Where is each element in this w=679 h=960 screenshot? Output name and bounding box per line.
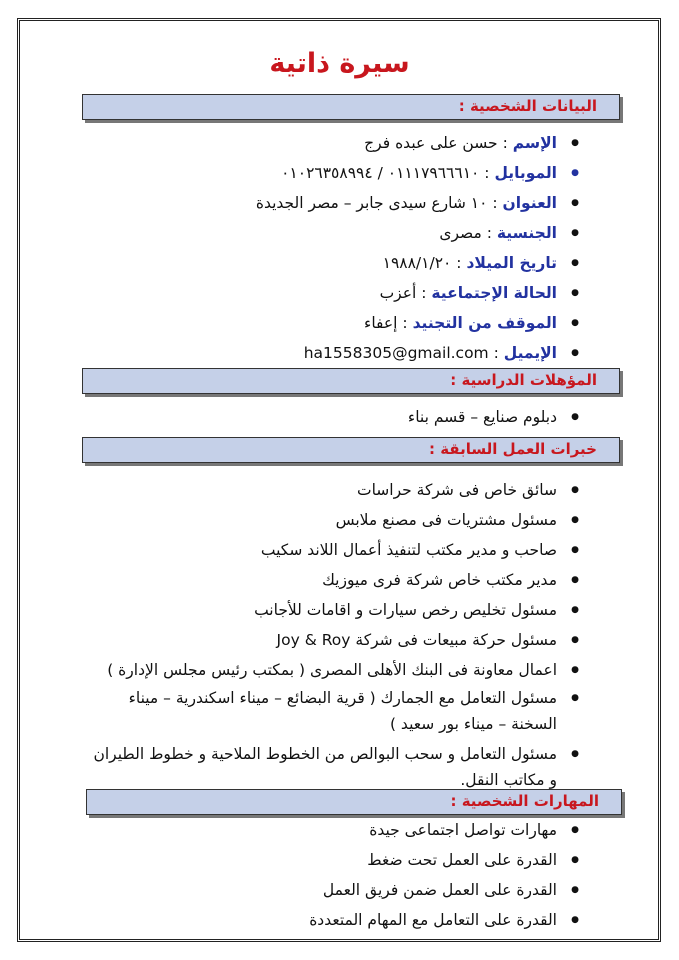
list-item: ● القدرة على العمل ضمن فريق العمل bbox=[309, 875, 579, 905]
experience-list bbox=[93, 475, 579, 793]
personal-info-list bbox=[256, 128, 579, 368]
list-item: ● الإسم : حسن على عبده فرج bbox=[256, 128, 579, 158]
section-heading-education: المؤهلات الدراسية : bbox=[82, 368, 620, 394]
list-item: ● الجنسية : مصرى bbox=[256, 218, 579, 248]
education-list bbox=[408, 402, 579, 432]
list-item: ● سائق خاص فى شركة حراسات bbox=[93, 475, 579, 505]
email-value: ha1558305@gmail.com bbox=[303, 344, 489, 362]
section-heading-skills: المهارات الشخصية : bbox=[86, 789, 622, 815]
list-item: ● القدرة على التعامل مع المهام المتعددة bbox=[309, 905, 579, 935]
skills-list bbox=[309, 815, 579, 935]
section-heading-experience: خبرات العمل السابقة : bbox=[82, 437, 620, 463]
list-item: ● اعمال معاونة فى البنك الأهلى المصرى ( بمكتب رئيس مجلس الإدارة ) bbox=[93, 655, 579, 685]
list-item: ● مسئول التعامل مع الجمارك ( قرية البضائع – ميناء اسكندرية – ميناء السخنة – ميناء بور سعيد ) bbox=[93, 685, 579, 737]
section-heading-personal: البيانات الشخصية : bbox=[82, 94, 620, 120]
list-item: ● مسئول تخليص رخص سيارات و اقامات للأجانب bbox=[93, 595, 579, 625]
list-item: ● العنوان : ١٠ شارع سيدى جابر – مصر الجديدة bbox=[256, 188, 579, 218]
list-item: ● مسئول حركة مبيعات فى شركة Joy & Roy bbox=[93, 625, 579, 655]
list-item: ● دبلوم صنايع – قسم بناء bbox=[408, 402, 579, 432]
page-title: سيرة ذاتية bbox=[269, 48, 410, 79]
list-item: ● مدير مكتب خاص شركة فرى ميوزيك bbox=[93, 565, 579, 595]
list-item: ● تاريخ الميلاد : ١٩٨٨/١/٢٠ bbox=[256, 248, 579, 278]
list-item: ● مسئول التعامل و سحب البوالص من الخطوط الملاحية و خطوط الطيران و مكاتب النقل. bbox=[93, 741, 579, 793]
list-item: ● الموقف من التجنيد : إعفاء bbox=[256, 308, 579, 338]
list-item: ● صاحب و مدير مكتب لتنفيذ أعمال اللاند سكيب bbox=[93, 535, 579, 565]
list-item: ● الحالة الإجتماعية : أعزب bbox=[256, 278, 579, 308]
list-item: ● الموبايل : ٠١١١٧٩٦٦٦١٠ / ٠١٠٢٦٣٥٨٩٩٤ bbox=[256, 158, 579, 188]
list-item: ● الإيميل : ha1558305@gmail.com bbox=[256, 338, 579, 368]
list-item: ● مسئول مشتريات فى مصنع ملابس bbox=[93, 505, 579, 535]
list-item: ● القدرة على العمل تحت ضغط bbox=[309, 845, 579, 875]
list-item: ● مهارات تواصل اجتماعى جيدة bbox=[309, 815, 579, 845]
